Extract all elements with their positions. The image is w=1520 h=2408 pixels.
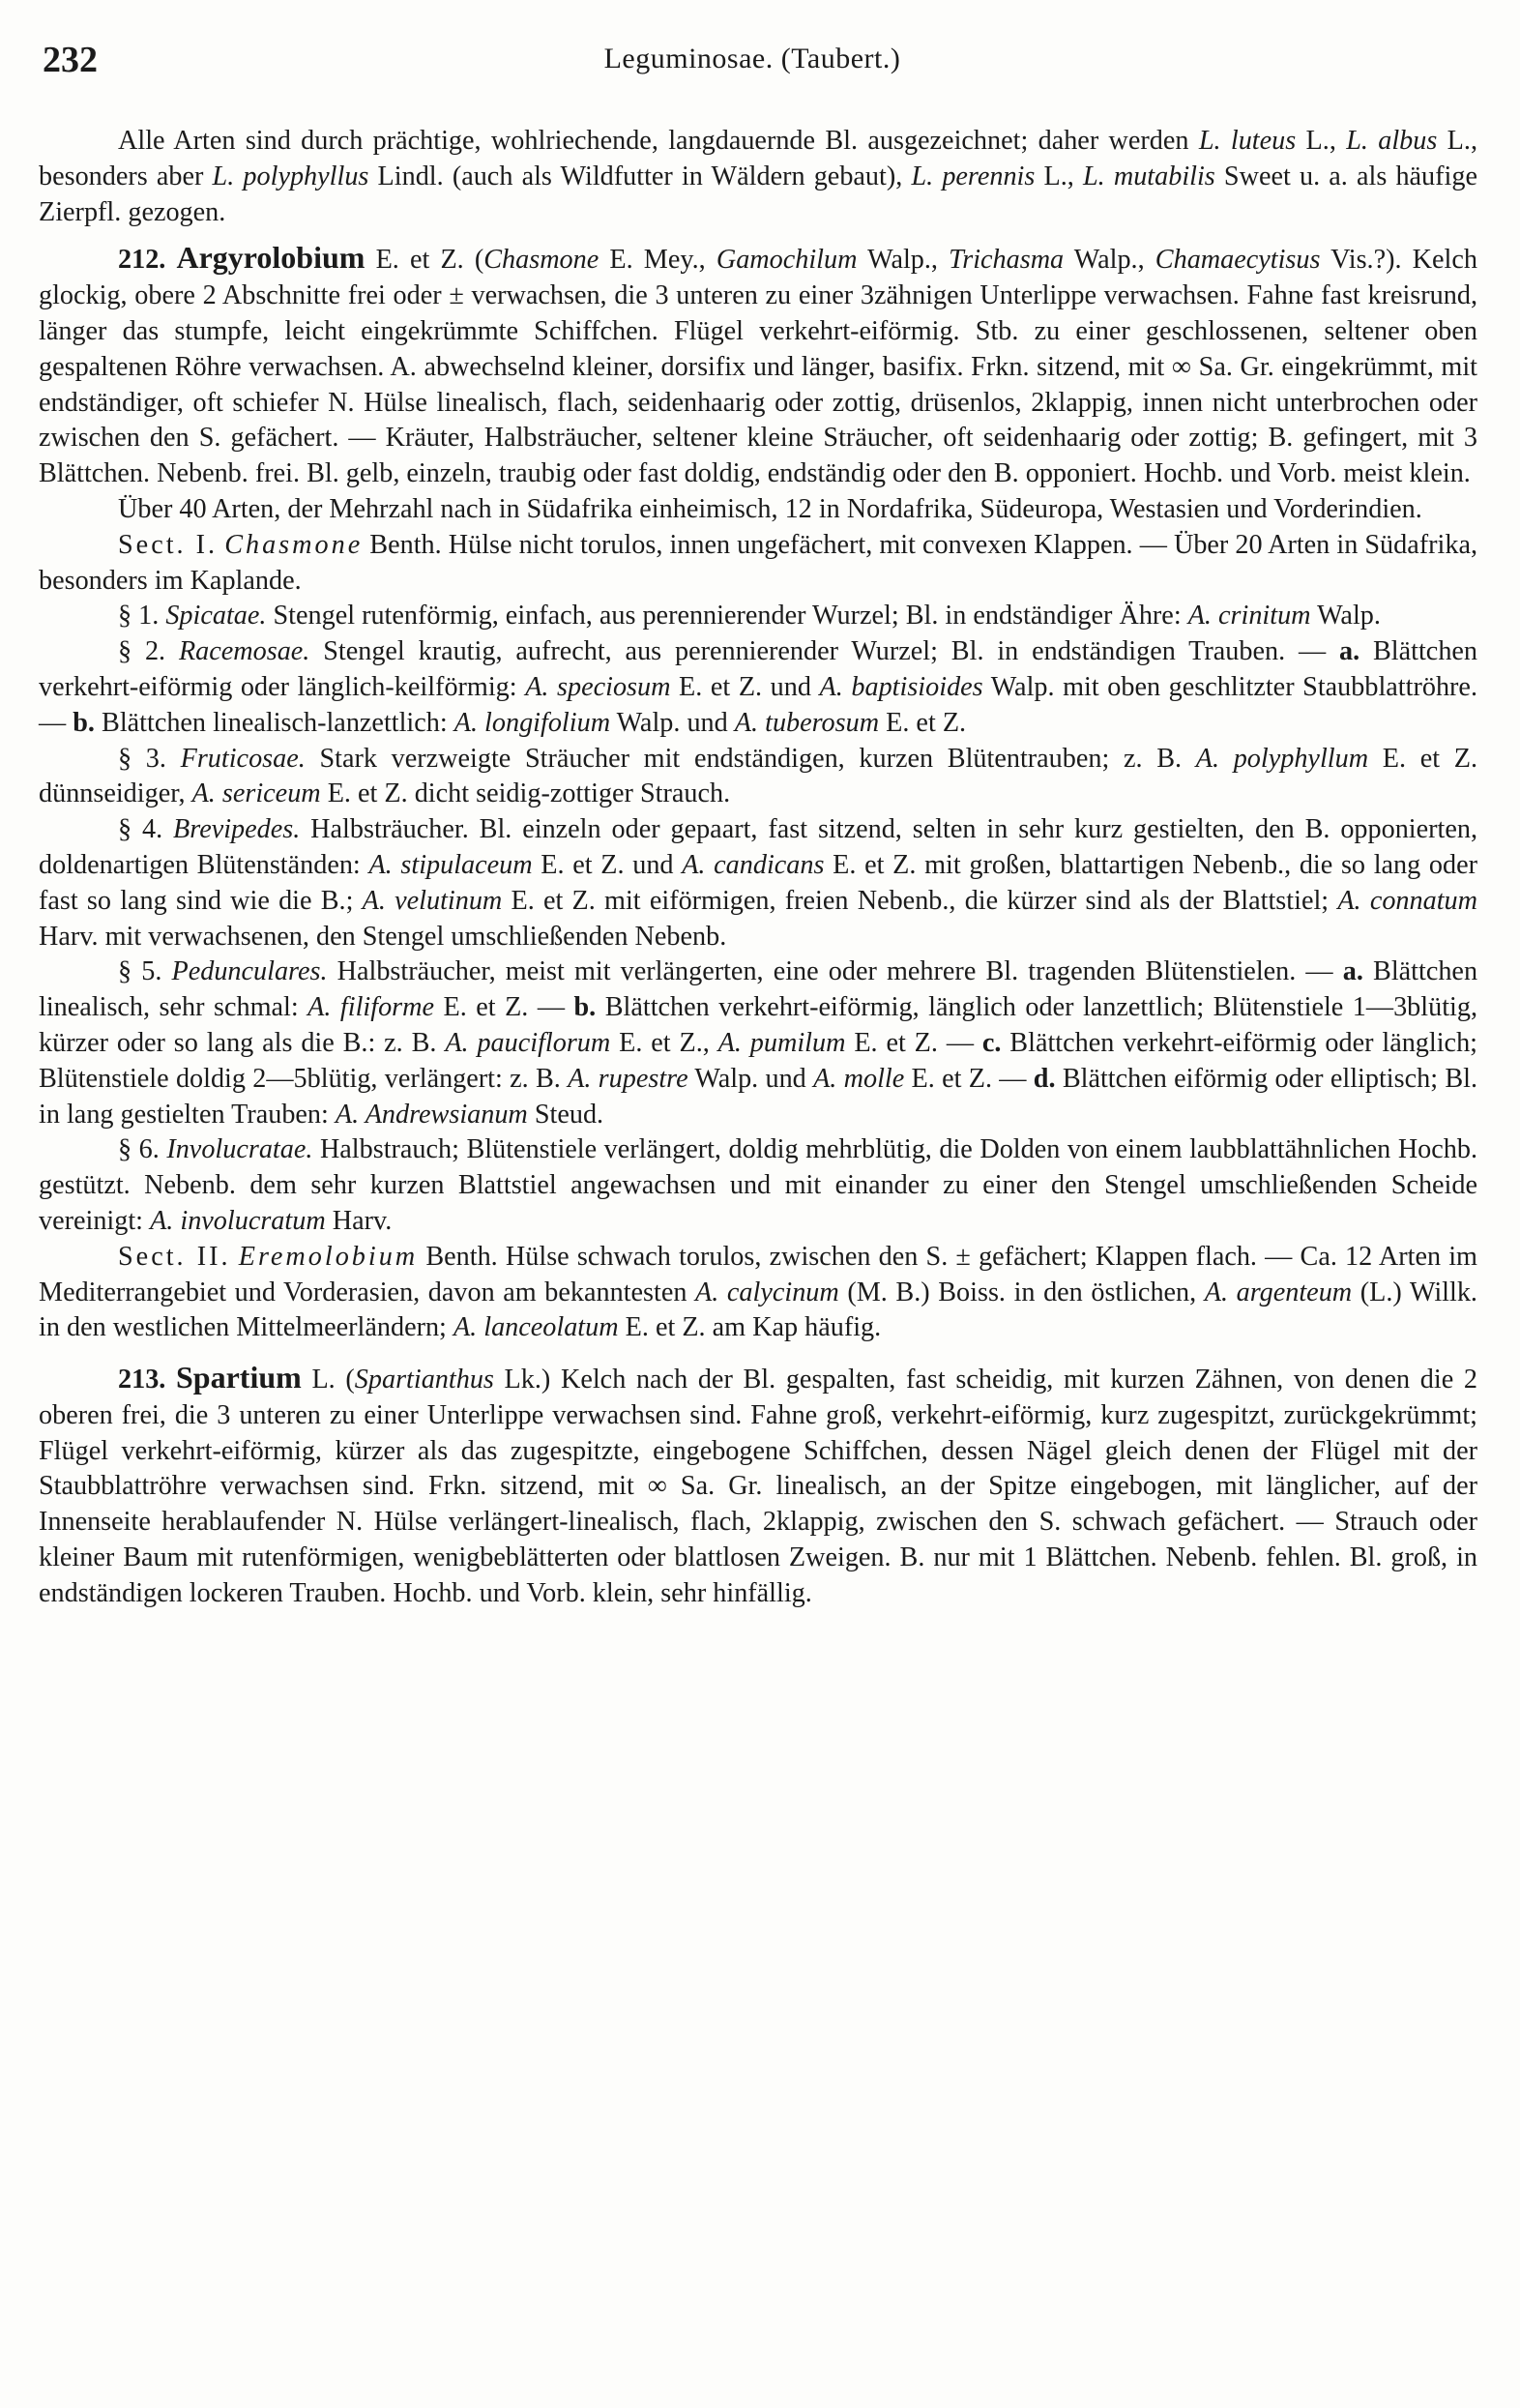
species-name: L. albus [1346,126,1438,156]
text-run: E. et Z. — [434,992,574,1023]
species-name: A. velutinum [362,885,503,916]
species-name: A. longifolium [453,707,611,738]
page-header [43,39,1462,87]
subsection-6-paragraph [39,1132,1477,1239]
species-name: A. crinitum [1187,601,1311,631]
genus-212-paragraph [39,240,1477,492]
genus-213-paragraph [39,1360,1477,1612]
species-name: L. perennis [911,161,1036,191]
text-body [39,124,1477,1612]
text-run: Lk.) [493,1365,551,1395]
text-run: Alle Arten sind durch prächtige, wohlriechende, langdauernde Bl. ausgezeichnet; daher werden [118,126,1199,156]
text-run: Blättchen eiförmig oder elliptisch; Bl. in lang gestielten Trauben: [39,1063,1477,1130]
subsection-label: § 1. [118,601,160,631]
section-label: Sect. I. [118,529,219,560]
text-run: Stengel krautig, aufrecht, aus perennierender Wurzel; Bl. in endständigen Trauben. — [309,636,1340,667]
species-name: A. stipulaceum [368,849,533,880]
subsection-name: Pedunculares. [171,956,328,987]
species-name: L. polyphyllus [212,161,369,191]
species-name: A. calycinum [695,1277,839,1307]
species-name: L. mutabilis [1082,161,1215,191]
subsection-2-paragraph [39,634,1477,741]
synonym-name: Trichasma [949,245,1065,276]
section-name: Eremolobium [238,1241,419,1272]
text-run: E. et Z. ( [365,245,484,276]
species-name: A. candicans [682,849,825,880]
subsection-label: § 2. [118,636,166,667]
text-run: Blättchen linealisch-lanzettlich: [94,707,454,738]
text-run: E. et Z. mit eiförmigen, freien Nebenb., die kürzer sind als der Blattstiel; [502,885,1338,916]
species-name: A. Andrewsianum [335,1099,528,1130]
text-run: Blättchen verkehrt-eiförmig, länglich oder lanzettlich; Blütenstiele 1—3blütig, kürzer oder so lang als die B.: z. B. [39,992,1477,1058]
text-run: E. et Z. [879,707,967,738]
subsection-3-paragraph [39,742,1477,813]
text-run: Sweet u. a. als häufige Zierpfl. gezogen. [39,161,1477,227]
species-name: A. argenteum [1204,1277,1353,1307]
text-run: Lindl. (auch als Wildfutter in Wäldern gebaut), [368,161,912,191]
text-run: E. et Z. mit großen, blattartigen Nebenb., die so lang oder fast so lang sind wie die B.; [39,849,1478,916]
section-1-paragraph [39,528,1477,600]
text-run: E. et Z. dünnseidiger, [39,743,1477,809]
genus-name: Argyrolobium [176,240,365,276]
text-run: L., [1035,161,1083,191]
text-run: E. et Z. — [904,1063,1034,1094]
section-name: Chasmone [224,529,364,560]
text-run: E. et Z. und [532,849,683,880]
genus-number: 212. [118,245,166,276]
species-name: A. lanceolatum [453,1312,619,1343]
species-name: A. filiforme [307,992,434,1023]
text-run: Stark verzweigte Sträucher mit endständigen, kurzen Blütentrauben; z. B. [305,743,1196,774]
synonym-name: Gamochilum [716,245,858,276]
text-run: Blättchen verkehrt-eiförmig oder länglich-keilförmig: [39,636,1478,702]
subsection-label: § 5. [118,956,162,987]
text-run: E. et Z. und [670,671,820,702]
text-run: Benth. Hülse nicht torulos, innen ungefächert, mit convexen Klappen. — Über 20 Arten in Südafrika, besonders im Kaplande. [39,529,1478,596]
text-run: Harv. [325,1205,393,1236]
text-run: Blättchen linealisch, sehr schmal: [39,956,1478,1023]
species-name: A. molle [813,1063,905,1094]
text-run: Vis.?). [1320,245,1402,276]
subsection-1-paragraph [39,599,1477,634]
running-title: Leguminosae. (Taubert.) [603,43,901,74]
subsection-name: Brevipedes. [173,814,301,845]
text-run: E. Mey., [599,245,716,276]
text-run: L. ( [301,1365,355,1395]
text-run: E. et Z. dicht seidig-zottiger Strauch. [320,778,731,809]
species-name: A. involucratum [150,1205,326,1236]
text-run: Walp. und [610,707,735,738]
subsection-label: § 6. [118,1134,160,1165]
species-name: A. baptisioides [819,671,983,702]
page-number: 232 [43,40,98,80]
text-run: Halbsträucher, meist mit verlängerten, eine oder mehrere Bl. tragenden Blütenstielen. — [327,956,1343,987]
text-run: E. et Z., [610,1027,718,1058]
species-name: A. rupestre [568,1063,688,1094]
subsection-name: Fruticosae. [180,743,306,774]
text-run: Halbsträucher. Bl. einzeln oder gepaart, fast sitzend, selten in sehr kurz gestielten, den B. opponierten, doldenartigen Blütenständen: [39,814,1478,880]
species-name: A. pauciflorum [445,1027,611,1058]
species-name: A. pumilum [717,1027,846,1058]
subsection-name: Involucratae. [166,1134,313,1165]
key-letter: a. [1342,956,1363,987]
genus-description: Kelch nach der Bl. gespalten, fast scheidig, mit kurzen Zähnen, von denen die 2 oberen frei, die 3 unteren zu einer Unterlippe verwachsen sind. Fahne groß, verkehrt-eiförmig, kurz zugespitzt, zurückgekrümmt; Flügel verkehrt-eiförmig, kürzer als das zugespitzte, eingebogene Schiffchen, dessen Nägel gleich denen der Flügel mit der Staubblattröhre verwachsen sind. Frkn. sitzend, mit ∞ Sa. Gr. linealisch, an der Spitze eingebogen, mit länglicher, auf der Innenseite herablaufender N. Hülse verlängert-linealisch, flach, 2klappig, zwischen den S. schwach gefächert. — Strauch oder kleiner Baum mit rutenförmigen, wenigbeblätterten oder blattlosen Zweigen. B. nur mit 1 Blättchen. Nebenb. fehlen. Bl. groß, in endständigen lockeren Trauben. Hochb. und Vorb. klein, sehr hinfällig. [39,1365,1477,1608]
genus-name: Spartium [176,1360,302,1395]
text-run: Steud. [527,1099,604,1130]
synonym-name: Spartianthus [354,1365,494,1395]
species-name: A. connatum [1337,885,1477,916]
subsection-label: § 3. [118,743,166,774]
text-run: Walp. mit oben geschlitzter Staubblattröhre. — [39,671,1477,738]
text-run: (M. B.) Boiss. in den östlichen, [838,1277,1205,1307]
text-run: Benth. Hülse schwach torulos, zwischen den S. ± gefächert; Klappen flach. — Ca. 12 Arten im Mediterrangebiet und Vorderasien, davon am bekanntesten [39,1241,1477,1307]
intro-paragraph [39,124,1477,230]
subsection-5-paragraph [39,954,1477,1132]
text-run: Walp., [857,245,950,276]
text-run: Blättchen verkehrt-eiförmig oder länglich; Blütenstiele doldig 2—5blütig, verlängert: z. B. [39,1027,1477,1094]
text-run: E. et Z. — [845,1027,982,1058]
subsection-label: § 4. [118,814,163,845]
section-2-paragraph [39,1240,1477,1346]
text-run: Halbstrauch; Blütenstiele verlängert, doldig mehrblütig, die Dolden von einem laubblattähnlichen Hochb. gestützt. Nebenb. dem sehr kurzen Blattstiel angewachsen und mit einander zu einer den Stengel umschließenden Scheide vereinigt: [39,1134,1478,1236]
subsection-name: Racemosae. [178,636,310,667]
synonym-name: Chamaecytisus [1155,245,1321,276]
text-run: (L.) Willk. in den westlichen Mittelmeerländern; [39,1277,1477,1343]
text-run: Walp. und [687,1063,814,1094]
key-letter: a. [1339,636,1360,667]
subsection-name: Spicatae. [165,601,267,631]
species-name: A. tuberosum [734,707,880,738]
text-run: Walp. [1310,601,1381,631]
section-label: Sect. II. [118,1241,231,1272]
text-run: L., besonders aber [39,126,1477,191]
text-run: Harv. mit verwachsenen, den Stengel umschließenden Nebenb. [39,921,727,952]
key-letter: b. [73,707,95,738]
distribution-paragraph: Über 40 Arten, der Mehrzahl nach in Südafrika einheimisch, 12 in Nordafrika, Südeuropa, Westasien und Vorderindien. [118,493,1422,524]
subsection-4-paragraph [39,812,1477,954]
genus-number: 213. [118,1365,166,1395]
genus-description: Kelch glockig, obere 2 Abschnitte frei oder ± verwachsen, die 3 unteren zu einer 3zähnigen Unterlippe verwachsen. Fahne fast kreisrund, länger das stumpfe, leicht eingekrümmte Schiffchen. Flügel verkehrt-eiförmig. Stb. zu einer geschlossenen, seltener oben gespaltenen Röhre verwachsen. A. abwechselnd kleiner, dorsifix und länger, basifix. Frkn. sitzend, mit ∞ Sa. Gr. eingekrümmt, mit endständiger, oft schiefer N. Hülse linealisch, flach, seidenhaarig oder zottig, drüsenlos, 2klappig, innen nicht unterbrochen oder zwischen den S. gefächert. — Kräuter, Halbsträucher, seltener kleine Sträucher, oft seidenhaarig oder zottig; B. gefingert, mit 3 Blättchen. Nebenb. frei. Bl. gelb, einzeln, traubig oder fast doldig, endständig oder den B. opponiert. Hochb. und Vorb. meist klein. [39,245,1477,489]
synonym-name: Chasmone [483,245,599,276]
key-letter: b. [573,992,597,1023]
species-name: A. polyphyllum [1195,743,1369,774]
species-name: A. speciosum [525,671,671,702]
key-letter: d. [1033,1063,1056,1094]
key-letter: c. [981,1027,1002,1058]
text-run: Walp., [1064,245,1155,276]
text-run: E. et Z. am Kap häufig. [618,1312,882,1343]
species-name: L. luteus [1198,126,1297,156]
species-name: A. sericeum [191,778,321,809]
text-run: L., [1296,126,1347,156]
text-run: Stengel rutenförmig, einfach, aus perennierender Wurzel; Bl. in endständiger Ähre: [266,601,1188,631]
